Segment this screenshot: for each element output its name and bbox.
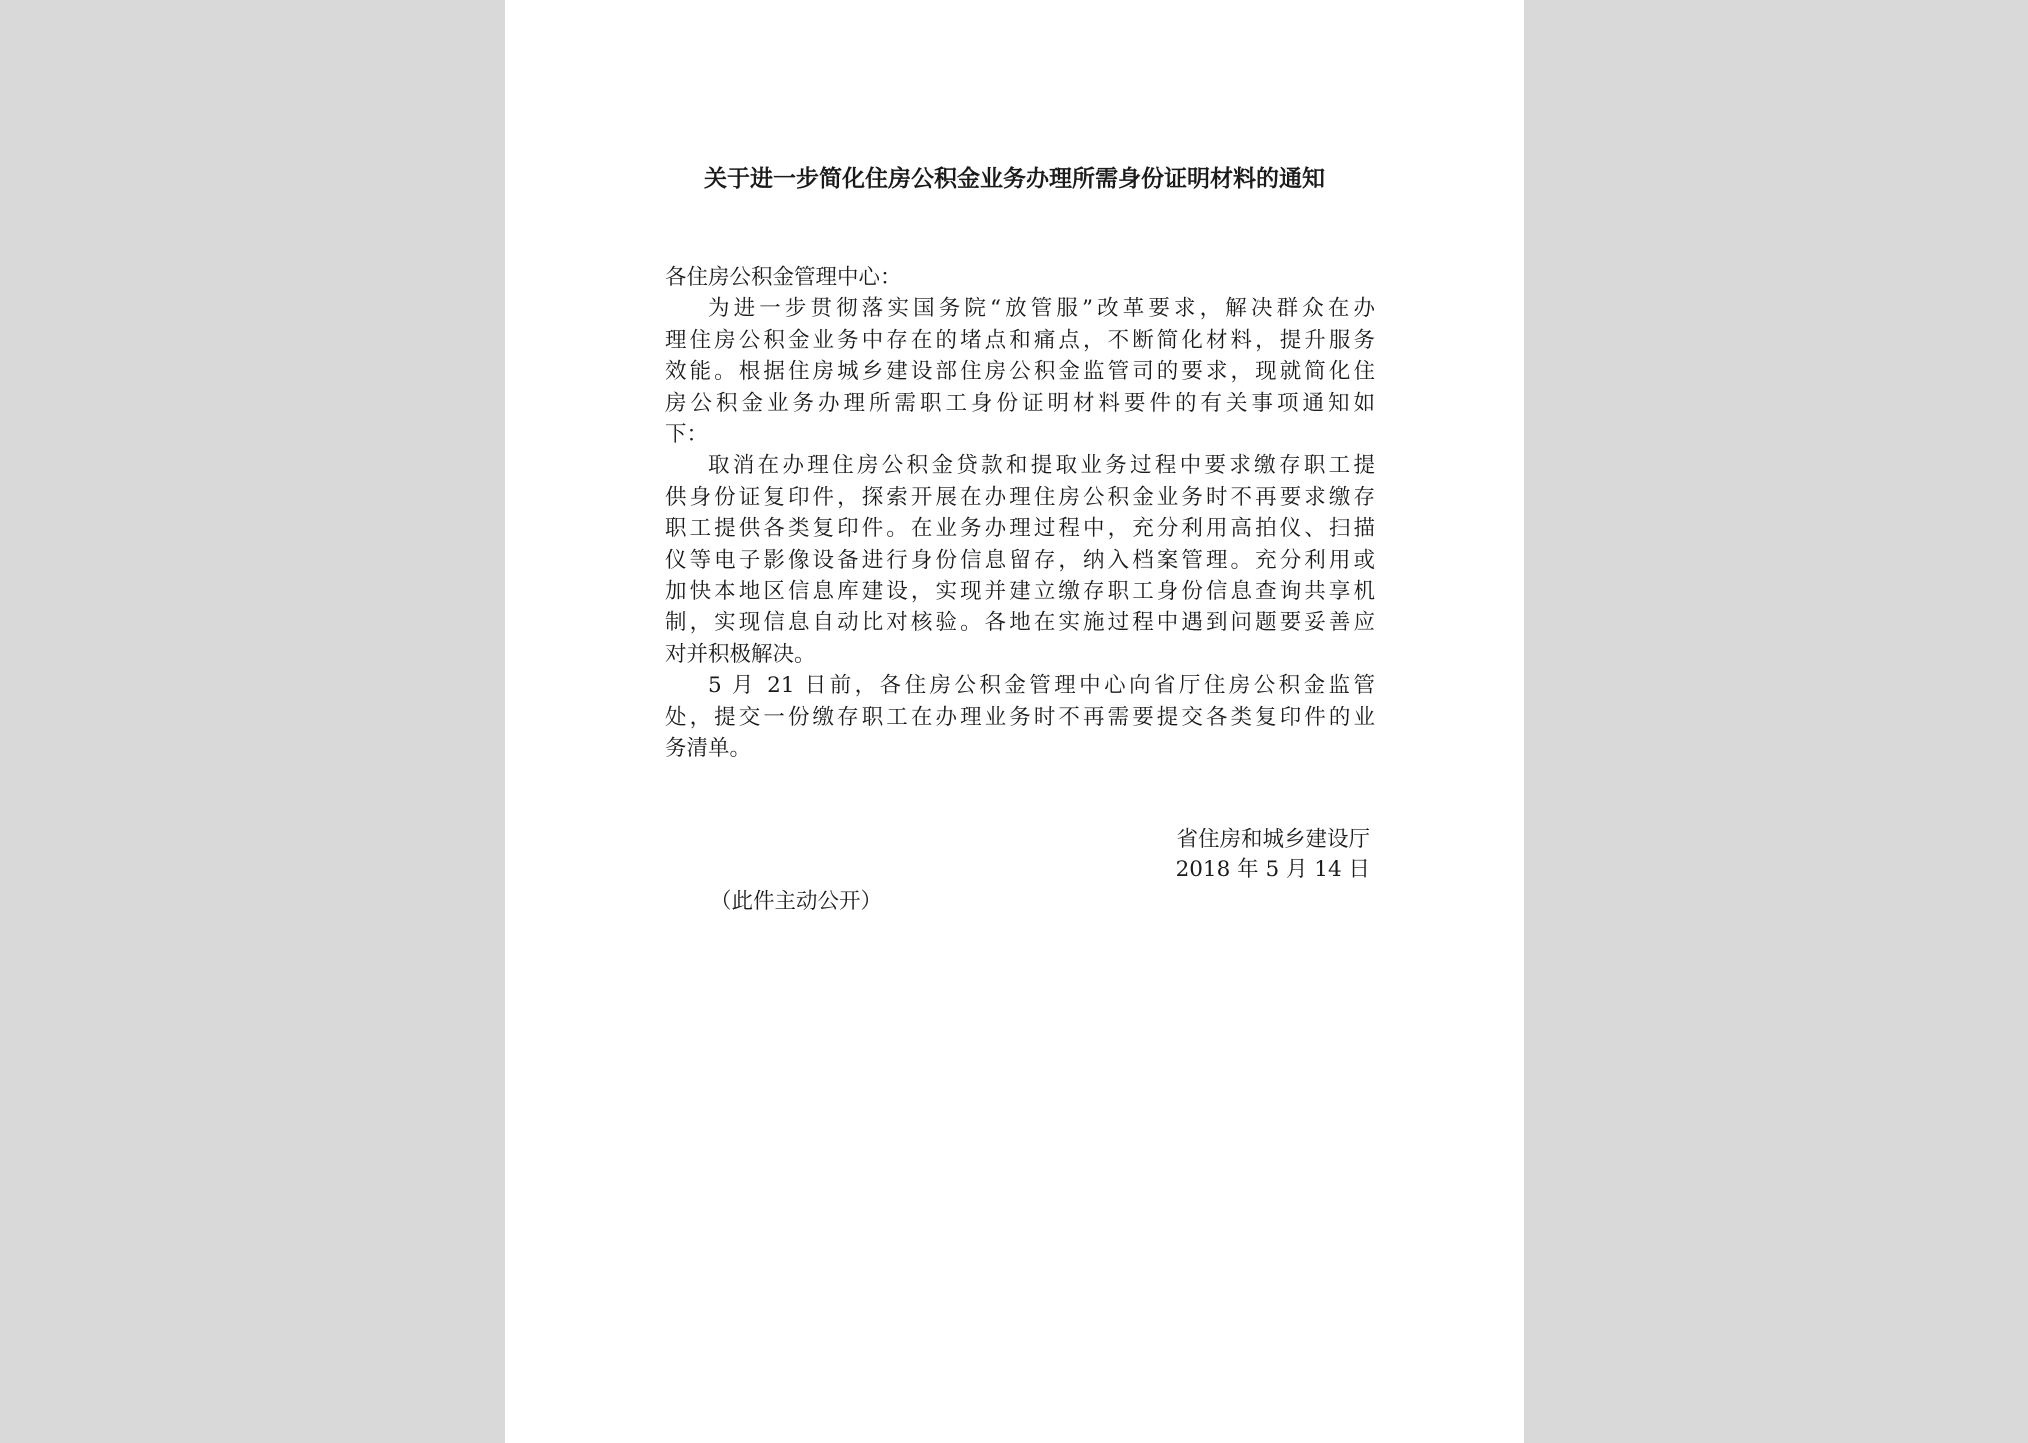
text-line: 效能。根据住房城乡建设部住房公积金监管司的要求，现就简化住 — [665, 359, 1375, 385]
paragraph-2 — [665, 450, 1375, 670]
document-title: 关于进一步简化住房公积金业务办理所需身份证明材料的通知 — [704, 165, 1325, 192]
text-line: 下： — [665, 422, 709, 448]
text-line: 房公积金业务办理所需职工身份证明材料要件的有关事项通知如 — [665, 390, 1375, 416]
text-line: 制，实现信息自动比对核验。各地在实施过程中遇到问题要妥善应 — [665, 610, 1375, 636]
text-line: 务清单。 — [665, 736, 752, 762]
document-body — [665, 262, 1375, 765]
text-line: 理住房公积金业务中存在的堵点和痛点，不断简化材料，提升服务 — [665, 327, 1375, 353]
text-line: 对并积极解决。 — [665, 641, 816, 667]
document-page — [505, 0, 1524, 1443]
text-line: 加快本地区信息库建设，实现并建立缴存职工身份信息查询共享机 — [665, 579, 1375, 605]
signature-organization: 省住房和城乡建设厅 — [1176, 827, 1370, 852]
paragraph-3 — [665, 670, 1375, 764]
text-line: 取消在办理住房公积金贷款和提取业务过程中要求缴存职工提 — [708, 453, 1375, 479]
text-line: 为进一步贯彻落实国务院“放管服”改革要求，解决群众在办 — [708, 296, 1375, 322]
text-line: 5 月 21 日前，各住房公积金管理中心向省厅住房公积金监管 — [708, 673, 1375, 699]
text-line: 仪等电子影像设备进行身份信息留存，纳入档案管理。充分利用或 — [665, 547, 1375, 573]
signature-date: 2018 年 5 月 14 日 — [1175, 857, 1370, 882]
text-line: 处，提交一份缴存职工在办理业务时不再需要提交各类复印件的业 — [665, 704, 1375, 730]
text-line: 职工提供各类复印件。在业务办理过程中，充分利用高拍仪、扫描 — [665, 516, 1375, 542]
text-line: 供身份证复印件，探索开展在办理住房公积金业务时不再要求缴存 — [665, 484, 1375, 510]
paragraph-1 — [665, 293, 1375, 450]
salutation: 各住房公积金管理中心： — [665, 265, 902, 290]
disclosure-note: （此件主动公开） — [710, 889, 883, 914]
